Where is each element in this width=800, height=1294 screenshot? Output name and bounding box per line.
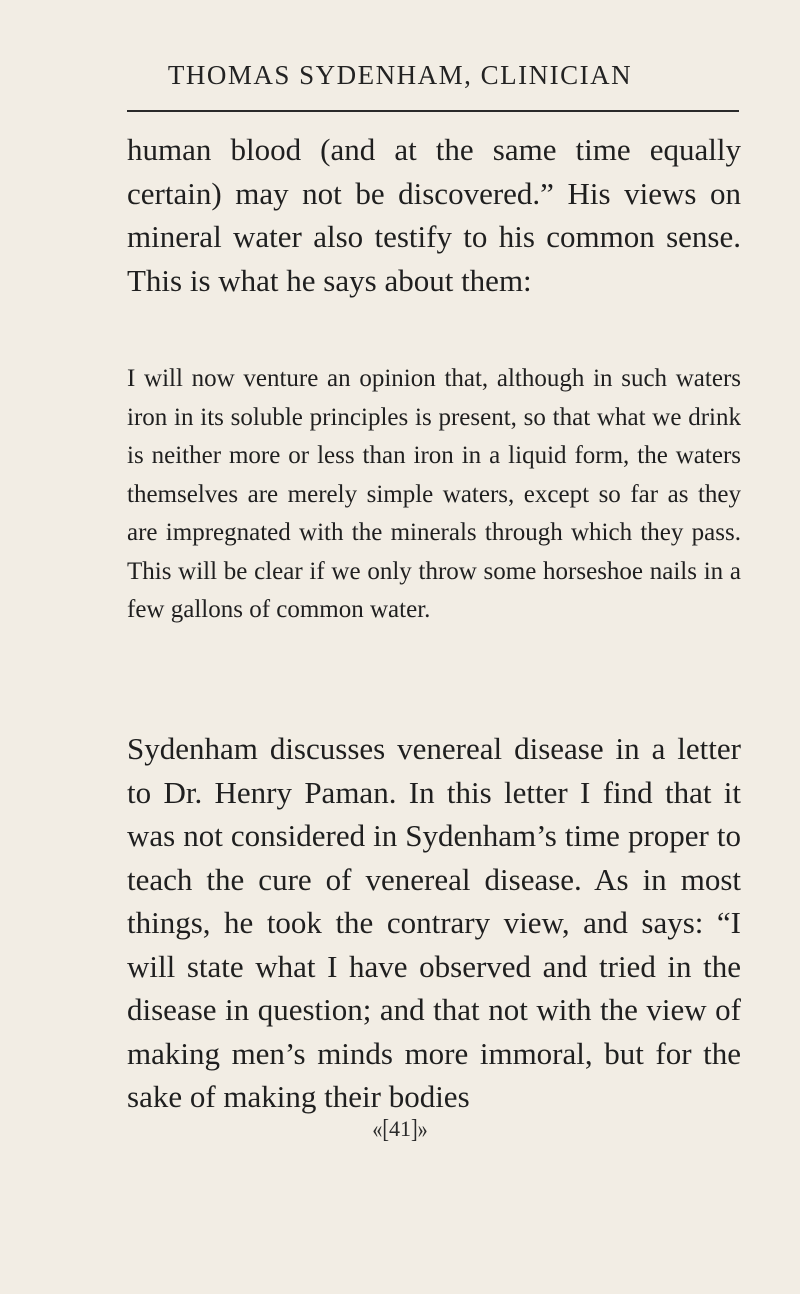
folio-right-ornament: ]» [411,1115,428,1145]
page-number [0,1115,800,1145]
block-quote-mineral-water: I will now venture an opinion that, although in such waters iron in its soluble principles is present, so that what we drink is neither more or less than iron in a liquid form, the waters themselves are merely simple waters, except so far as they are impregnated with the minerals through which they pass. This will be clear if we only throw some horseshoe nails in a few gallons of common water. [127,365,741,623]
paragraph-venereal-disease: Sydenham discusses venereal disease in a letter to Dr. Henry Paman. In this letter I find that it was not considered in Sydenham’s time proper to teach the cure of venereal disease. As in most things, he took the contrary view, and says: “I will state what I have observed and tried in the disease in question; and that not with the view of making men’s minds more immoral, but for the sake of making their bodies [127,731,741,1114]
header-rule [127,110,739,112]
running-head: THOMAS SYDENHAM, CLINICIAN [167,60,633,90]
folio-number: 41 [389,1116,411,1141]
folio-left-ornament: «[ [372,1115,389,1145]
paragraph-mineral-water-intro: human blood (and at the same time equally certain) may not be discovered.” His views on mineral water also testify to his common sense. This is what he says about them: [127,132,741,298]
